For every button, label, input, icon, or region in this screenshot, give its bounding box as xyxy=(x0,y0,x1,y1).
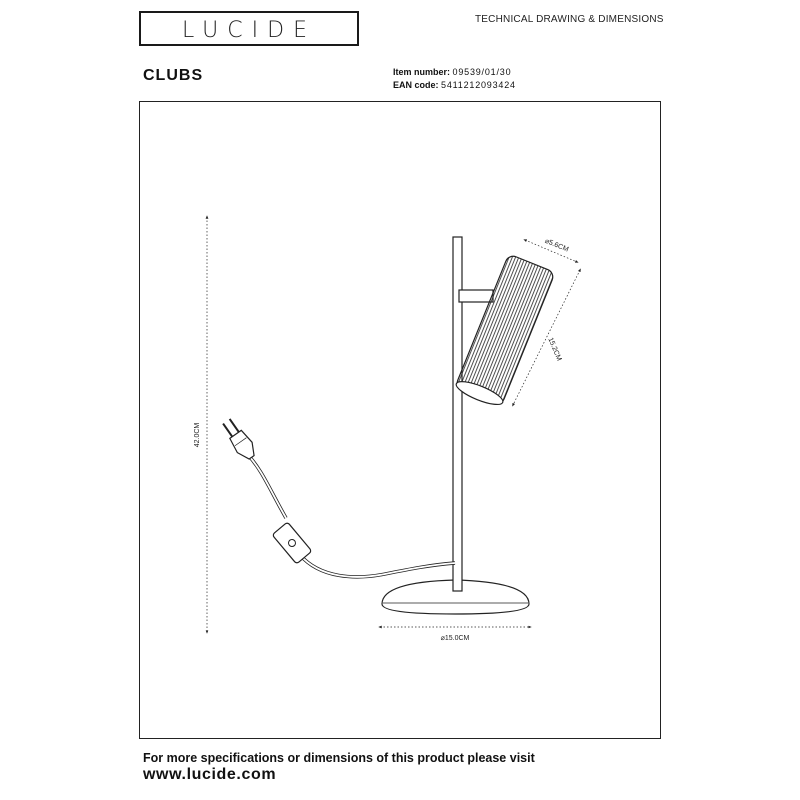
document-subtitle: TECHNICAL DRAWING & DIMENSIONS xyxy=(475,14,664,25)
ean-label: EAN code: xyxy=(393,80,439,90)
base-dimension xyxy=(380,627,530,642)
shade-diameter-label: ⌀5.6CM xyxy=(543,237,570,254)
ean-value: 5411212093424 xyxy=(441,80,516,90)
base-diameter-label: ⌀15.0CM xyxy=(440,635,470,642)
brand-logo-text: LUCIDE xyxy=(182,18,316,43)
height-dimension xyxy=(194,217,207,632)
item-number-value: 09539/01/30 xyxy=(452,67,512,77)
power-cable xyxy=(248,455,455,577)
power-plug xyxy=(219,416,259,462)
product-name: CLUBS xyxy=(143,67,204,84)
height-label: 42.0CM xyxy=(194,422,201,448)
footer-text: For more specifications or dimensions of this product please visit xyxy=(143,751,535,765)
lamp-joint xyxy=(459,290,493,302)
inline-switch xyxy=(272,522,312,564)
website-link[interactable]: www.lucide.com xyxy=(143,766,277,783)
shade-diameter-dimension xyxy=(525,238,577,262)
shade-length-label: 15.2CM xyxy=(546,336,563,363)
lamp-shade xyxy=(454,254,555,409)
item-number-label: Item number: xyxy=(393,67,451,77)
